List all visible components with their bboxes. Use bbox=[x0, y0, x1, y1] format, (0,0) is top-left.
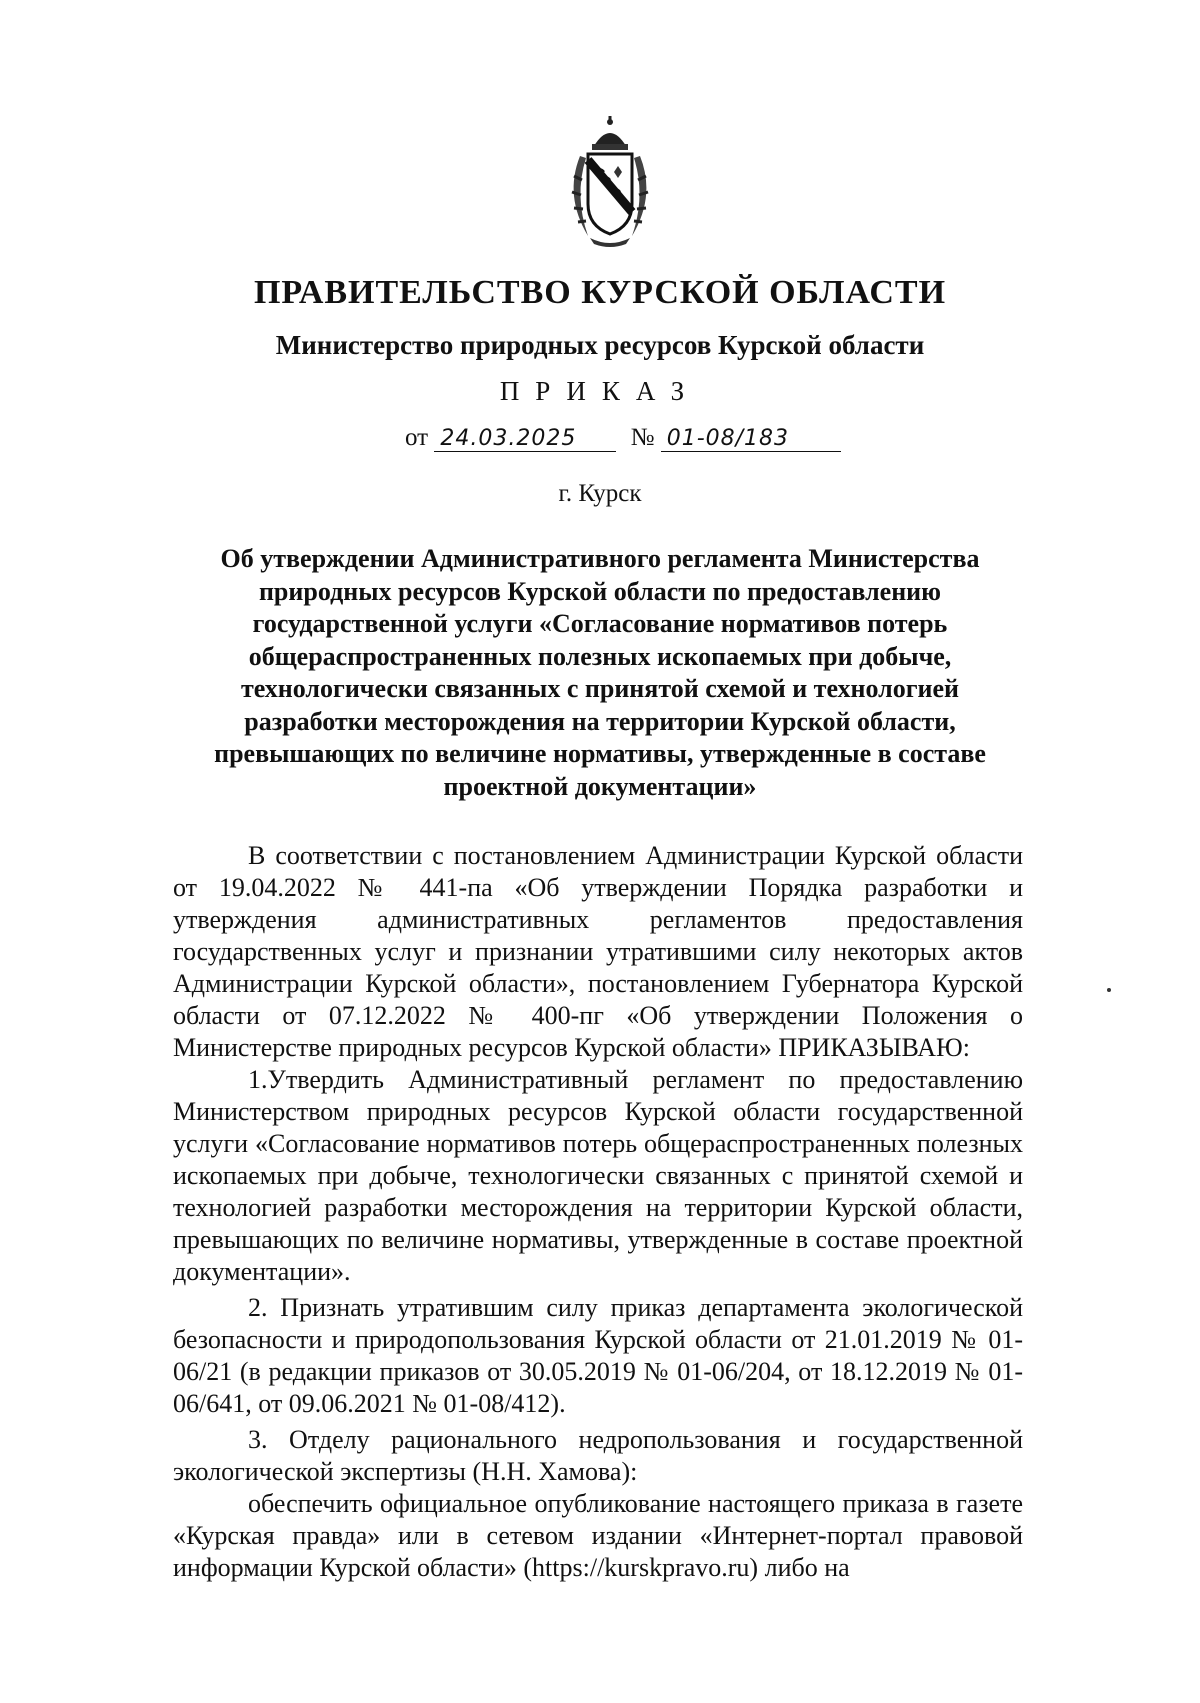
document-type: ПРИКАЗ bbox=[499, 376, 701, 406]
number-prefix: № bbox=[630, 424, 655, 451]
preamble-paragraph: В соответствии с постановлением Администрации Курской области от 19.04.2022 № 441-па «Об утверждении Порядка разработки и утверждения административных регламентов предоставления государственных услуг и признании утратившими силу некоторых актов Администрации Курской области», постановлением Губернатора Курской области от 07.12.2022 № 400-пг «Об утверждении Положения о Министерстве природных ресурсов Курской области» ПРИКАЗЫВАЮ: bbox=[173, 841, 1023, 1062]
order-number: 01-08/183 bbox=[661, 426, 841, 452]
order-date: 24.03.2025 bbox=[434, 426, 616, 452]
item-2-paragraph: 2. Признать утратившим силу приказ департамента экологической безопасности и природопользования Курской области от 21.01.2019 № 01-06/21 (в редакции приказов от 30.05.2019 № 01-06/204, от 18.12.2019 № 01-06/641, от 09.06.2021 № 01-08/412). bbox=[173, 1293, 1023, 1418]
ministry-title: Министерство природных ресурсов Курской области bbox=[275, 330, 925, 360]
item-1-paragraph: 1.Утвердить Административный регламент по предоставлению Министерством природных ресурсов Курской области государственной услуги «Согласование нормативов потерь общераспространенных полезных ископаемых при добыче, технологически связанных с принятой схемой и технологией разработки месторождения на территории Курской области, превышающих по величине нормативы, утвержденные в составе проектной документации». bbox=[173, 1065, 1023, 1286]
date-number-line bbox=[405, 424, 841, 452]
item-3-paragraph: 3. Отделу рационального недропользования и государственной экологической экспертизы (Н.Н. Хамова): bbox=[173, 1425, 1023, 1486]
order-body bbox=[173, 840, 1023, 1584]
coat-of-arms-emblem-icon bbox=[560, 116, 660, 250]
item-3-1-paragraph: обеспечить официальное опубликование настоящего приказа в газете «Курская правда» или в сетевом издании «Интернет-портал правовой информации Курской области» (https://kurskpravo.ru) либо на bbox=[173, 1489, 1023, 1582]
scan-speck bbox=[1107, 988, 1111, 992]
government-title: ПРАВИТЕЛЬСТВО КУРСКОЙ ОБЛАСТИ bbox=[253, 274, 947, 311]
city: г. Курск bbox=[558, 480, 642, 507]
order-subject: Об утверждении Административного регламента Министерства природных ресурсов Курской области по предоставлению государственной услуги «Согласование нормативов потерь общераспространенных полезных ископаемых при добыче, технологически связанных с принятой схемой и технологией разработки месторождения на территории Курской области, превышающих по величине нормативы, утвержденные в составе проектной документации» bbox=[214, 544, 986, 801]
date-prefix: от bbox=[405, 424, 429, 451]
